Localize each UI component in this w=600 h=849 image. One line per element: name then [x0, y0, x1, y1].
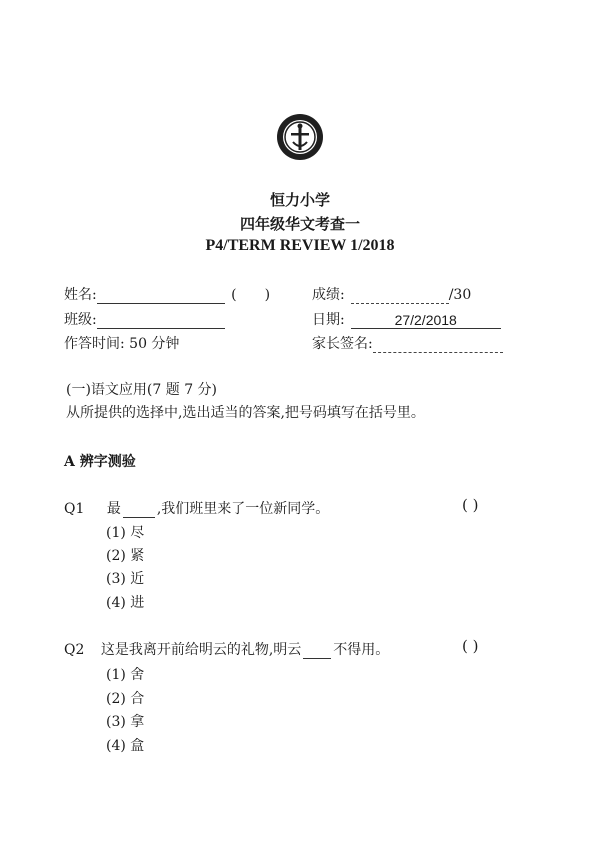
- question-blank[interactable]: [303, 658, 331, 659]
- score-field-row: [312, 284, 471, 304]
- class-blank[interactable]: [97, 328, 225, 329]
- parent-signature-blank[interactable]: [373, 352, 503, 353]
- question-2: [64, 639, 389, 659]
- answer-paren-q1[interactable]: ( ): [462, 496, 479, 514]
- school-crest-icon: [275, 112, 325, 162]
- option-q2-4: (4) 盒: [106, 738, 145, 754]
- name-paren-open: (: [231, 287, 237, 303]
- name-paren-close: ): [264, 287, 271, 303]
- name-label: 姓名:: [64, 287, 97, 303]
- exam-subtitle: 四年级华文考查一: [239, 215, 360, 233]
- section-heading: (一)语文应用(7 题 7 分): [66, 382, 218, 398]
- option-q2-3: (3) 拿: [106, 714, 145, 730]
- question-stem-after: 不得用。: [333, 642, 390, 658]
- option-q1-1: (1) 尽: [106, 525, 145, 541]
- score-total: /30: [448, 287, 472, 303]
- option-q2-2: (2) 合: [106, 691, 145, 707]
- option-q1-2: (2) 紧: [106, 548, 145, 564]
- question-number: Q2: [64, 642, 85, 658]
- parent-signature-label: 家长签名:: [312, 336, 373, 352]
- question-number: Q1: [64, 501, 85, 517]
- section-instruction: 从所提供的选择中,选出适当的答案,把号码填写在括号里。: [66, 405, 425, 421]
- option-q1-3: (3) 近: [106, 571, 145, 587]
- class-field-row: [64, 309, 225, 329]
- date-value: 27/2/2018: [351, 312, 501, 329]
- option-q1-4: (4) 进: [106, 595, 145, 611]
- time-limit: 作答时间: 50 分钟: [64, 336, 180, 352]
- question-stem-before: 最: [106, 501, 121, 517]
- question-1: [64, 498, 329, 518]
- part-a-heading: A 辨字测验: [64, 454, 136, 470]
- question-blank[interactable]: [123, 517, 155, 518]
- name-field-row: [64, 284, 270, 304]
- term-title: P4/TERM REVIEW 1/2018: [205, 237, 395, 254]
- class-label: 班级:: [64, 312, 97, 328]
- question-stem-before: 这是我离开前给明云的礼物,明云: [100, 642, 302, 658]
- date-field-row: [312, 309, 501, 329]
- option-q2-1: (1) 舍: [106, 667, 145, 683]
- score-blank[interactable]: [351, 303, 449, 304]
- score-label: 成绩:: [312, 287, 345, 303]
- school-name: 恒力小学: [269, 191, 330, 209]
- answer-paren-q2[interactable]: ( ): [462, 637, 479, 655]
- name-blank[interactable]: [97, 303, 225, 304]
- question-stem-after: ,我们班里来了一位新同学。: [156, 501, 330, 517]
- parent-signature-row: [312, 333, 503, 353]
- date-label: 日期:: [312, 312, 345, 328]
